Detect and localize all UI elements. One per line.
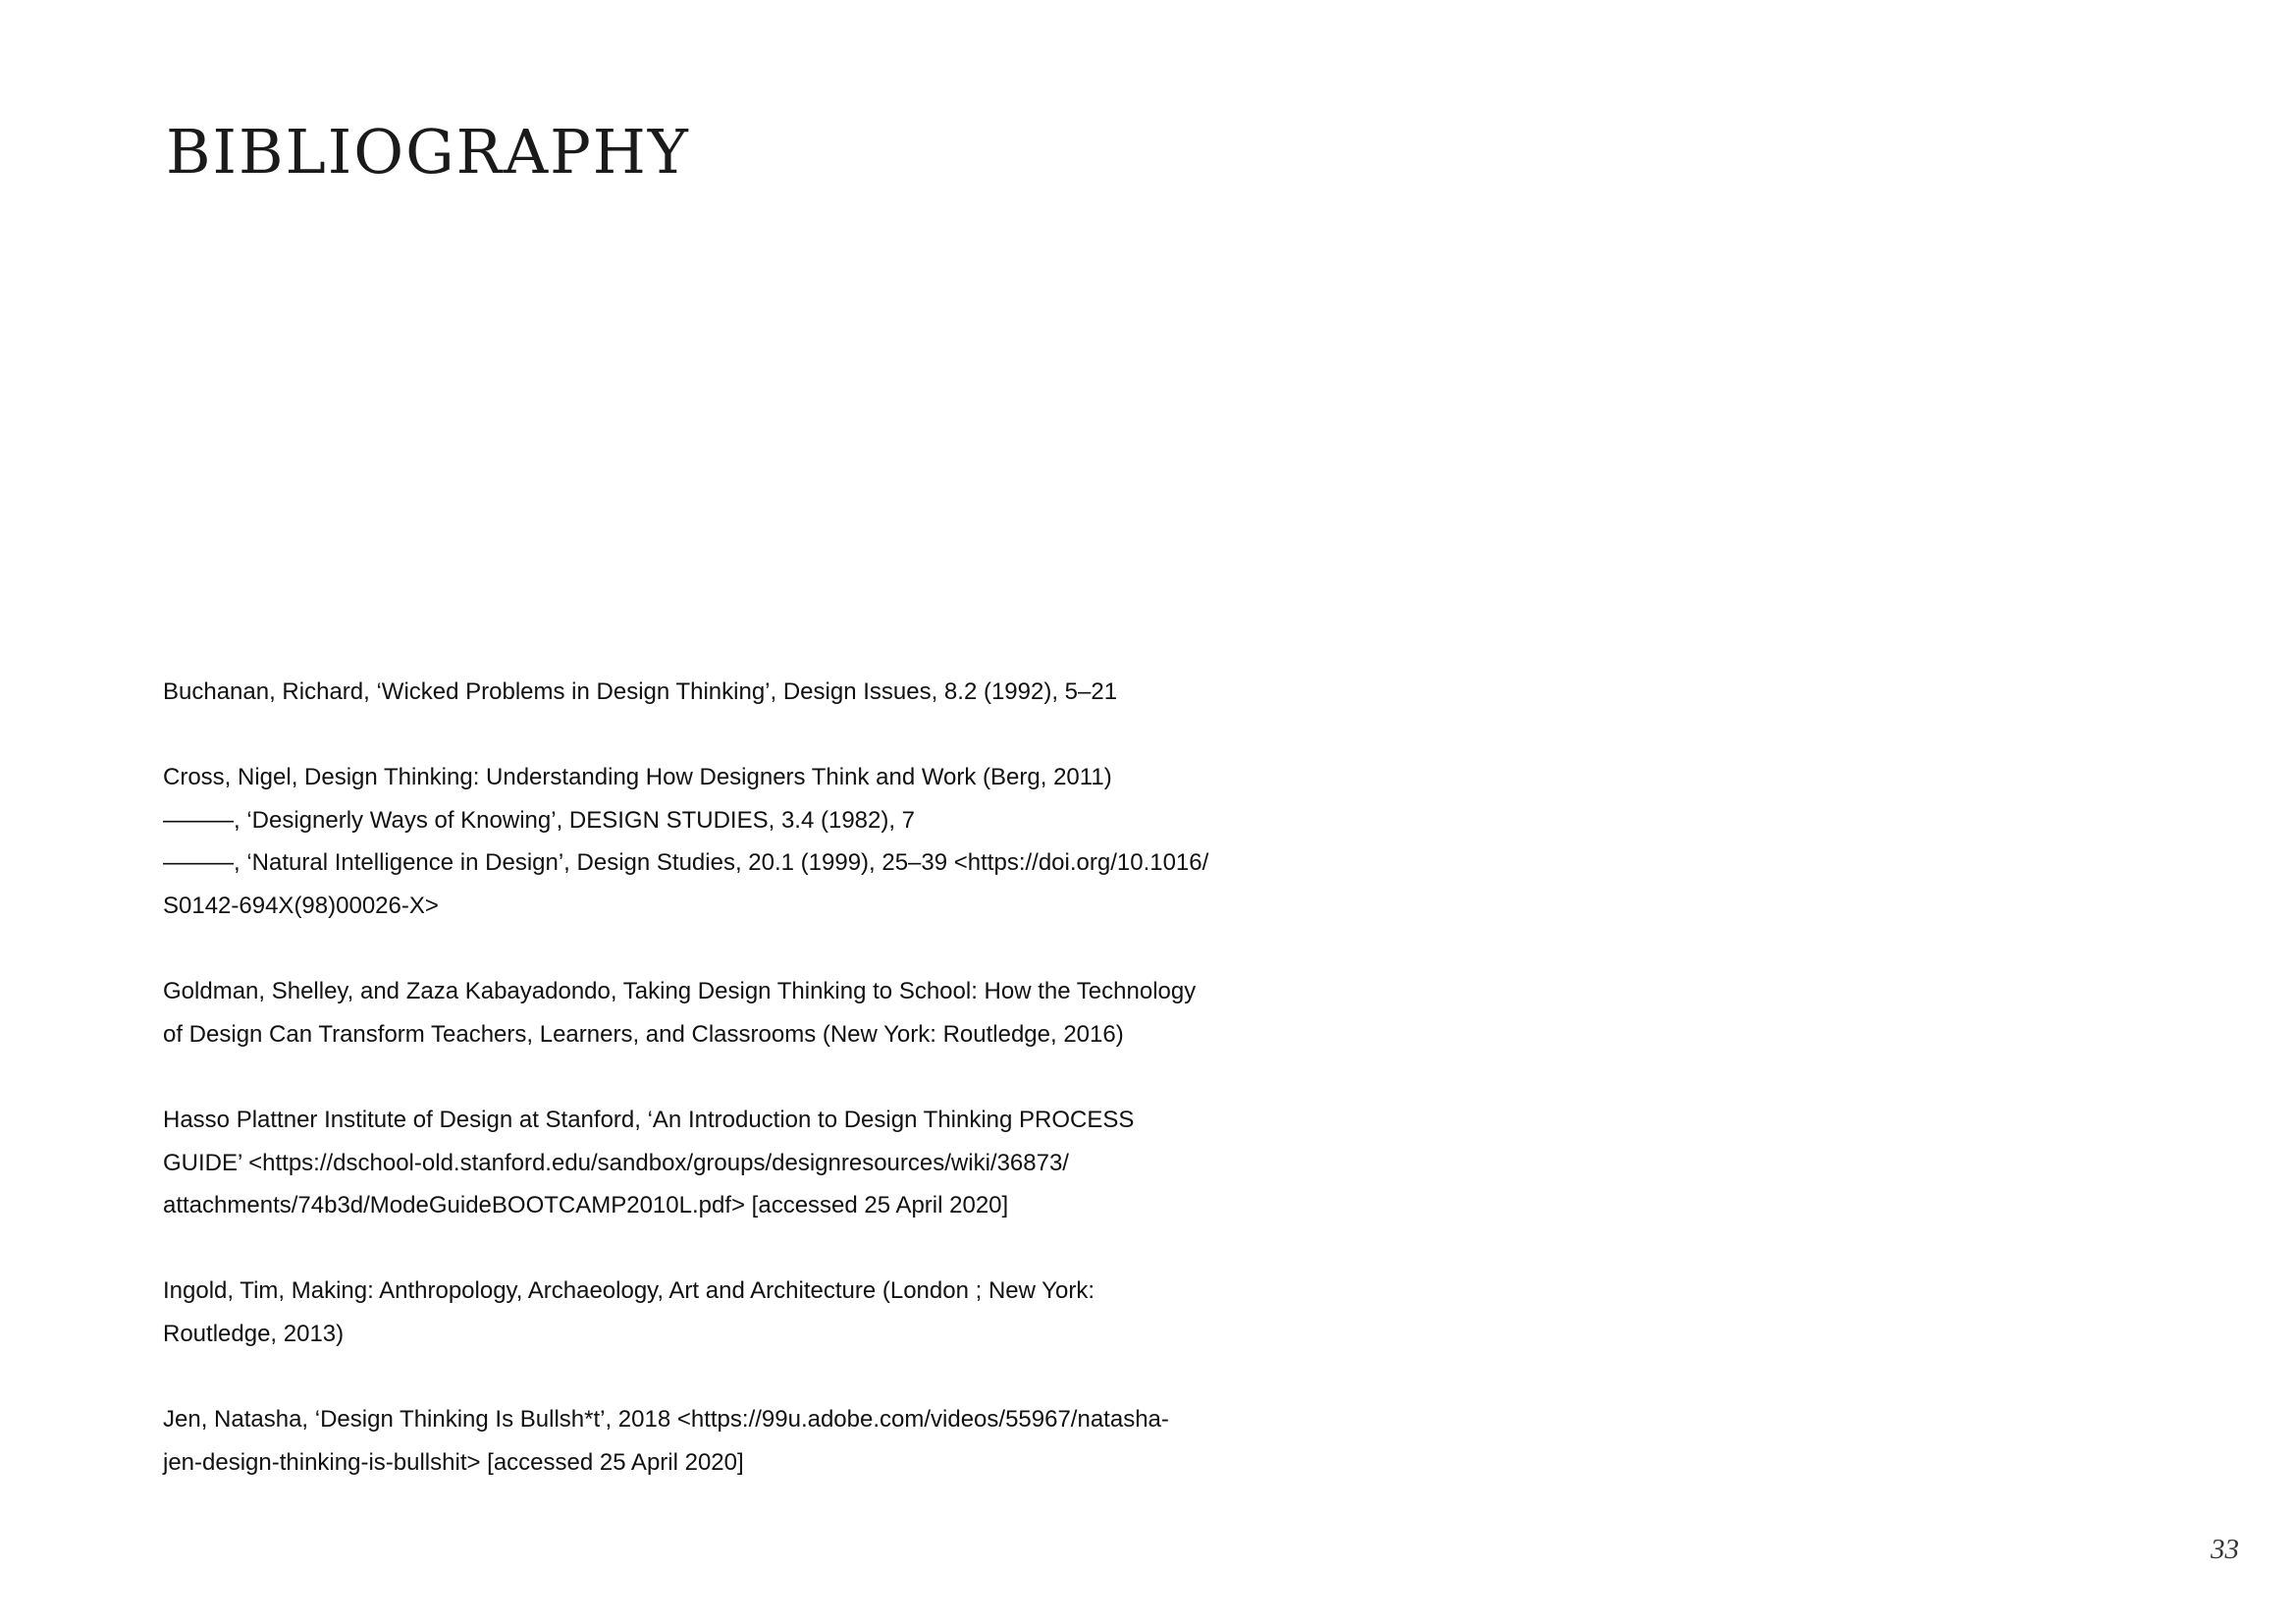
entry-line: jen-design-thinking-is-bullshit> [accessed 25 April 2020] — [163, 1448, 744, 1476]
entry-line: Jen, Natasha, ‘Design Thinking Is Bullsh*t’, 2018 <https://99u.adobe.com/videos/55967/natasha- — [163, 1406, 1169, 1434]
entry-line: Cross, Nigel, Design Thinking: Understanding How Designers Think and Work (Berg, 2011) — [163, 764, 1112, 791]
entry-line: Goldman, Shelley, and Zaza Kabayadondo, Taking Design Thinking to School: How the Technology — [163, 978, 1197, 1005]
bibliography-entry-buchanan — [163, 671, 1272, 714]
entry-line: ———, ‘Designerly Ways of Knowing’, DESIGN STUDIES, 3.4 (1982), 7 — [163, 806, 916, 834]
entry-line: S0142-694X(98)00026-X> — [163, 892, 439, 919]
entry-line: Hasso Plattner Institute of Design at Stanford, ‘An Introduction to Design Thinking PROCESS — [163, 1106, 1135, 1133]
page-title: BIBLIOGRAPHY — [166, 116, 690, 188]
page-number: 33 — [2211, 1534, 2239, 1565]
bibliography-entry-goldman — [163, 970, 1272, 1056]
bibliography-entry-hasso-plattner — [163, 1099, 1272, 1227]
entry-line: ———, ‘Natural Intelligence in Design’, Design Studies, 20.1 (1999), 25–39 <https://doi.org/10.1016/ — [163, 849, 1209, 877]
bibliography-entry-cross — [163, 756, 1272, 927]
entry-line: GUIDE’ <https://dschool-old.stanford.edu/sandbox/groups/designresources/wiki/36873/ — [163, 1149, 1069, 1176]
entry-line: Buchanan, Richard, ‘Wicked Problems in Design Thinking’, Design Issues, 8.2 (1992), 5–21 — [163, 678, 1118, 705]
entry-line: of Design Can Transform Teachers, Learners, and Classrooms (New York: Routledge, 2016) — [163, 1020, 1124, 1048]
bibliography-list — [163, 671, 1272, 1484]
bibliography-entry-ingold — [163, 1270, 1272, 1355]
bibliography-entry-jen — [163, 1398, 1272, 1484]
entry-line: attachments/74b3d/ModeGuideBOOTCAMP2010L.pdf> [accessed 25 April 2020] — [163, 1192, 1009, 1219]
entry-line: Ingold, Tim, Making: Anthropology, Archaeology, Art and Architecture (London ; New York: — [163, 1277, 1095, 1305]
entry-line: Routledge, 2013) — [163, 1320, 345, 1347]
